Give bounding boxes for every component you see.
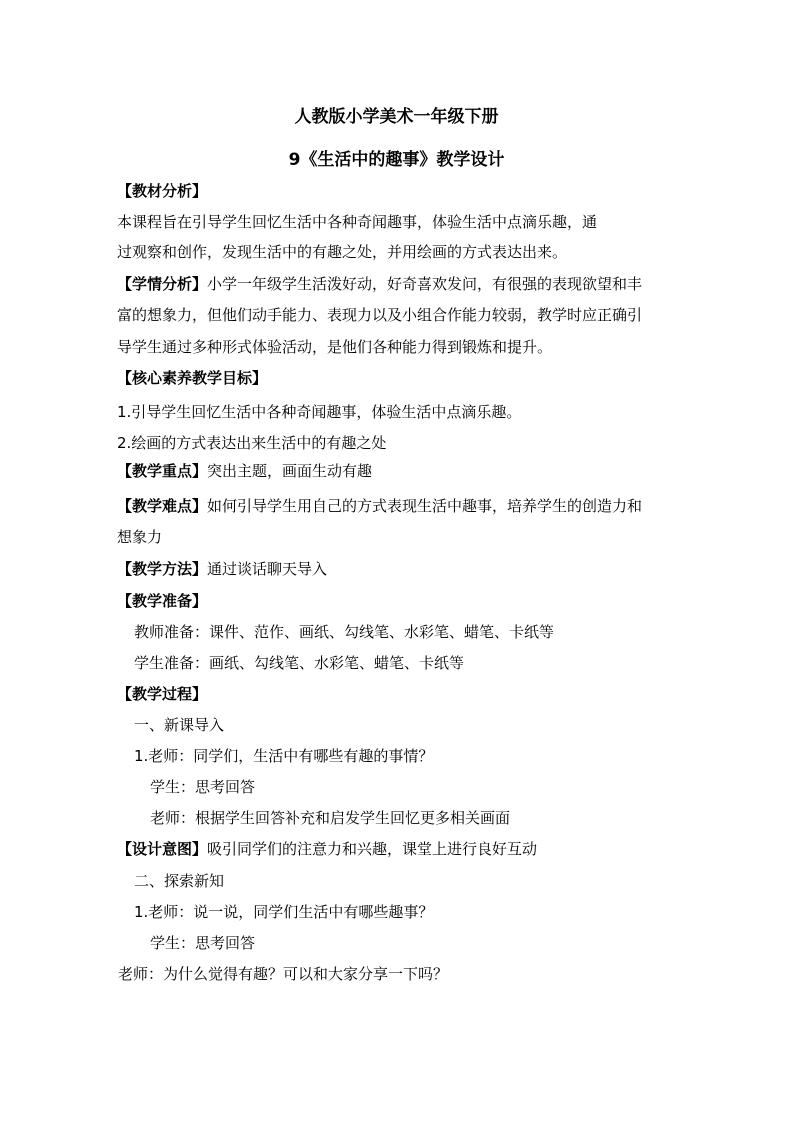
goals-heading: 【核心素养教学目标】: [117, 369, 268, 387]
learner-line-2: 富的想象力，但他们动手能力、表现力以及小组合作能力较弱，教学时应正确引: [117, 306, 643, 324]
key-point-row: [117, 461, 677, 481]
difficulty-row: [117, 496, 677, 516]
section-1-question: 1.老师：同学们，生活中有哪些有趣的事情？: [134, 747, 434, 765]
prep-student: 学生准备：画纸、勾线笔、水彩笔、蜡笔、卡纸等: [134, 654, 465, 672]
prep-heading: 【教学准备】: [117, 592, 208, 610]
material-line-1: 本课程旨在引导学生回忆生活中各种奇闻趣事，体验生活中点滴乐趣，通: [117, 213, 598, 231]
goal-item-2: 2.绘画的方式表达出来生活中的有趣之处: [117, 434, 387, 452]
section-2-question: 1.老师：说一说，同学们生活中有哪些趣事？: [134, 903, 434, 921]
section-2-student-answer: 学生：思考回答: [150, 934, 256, 952]
process-heading: 【教学过程】: [117, 685, 208, 703]
learner-paragraph-line-1: [117, 274, 677, 294]
method-text: 通过谈话聊天导入: [207, 560, 328, 578]
prep-teacher: 教师准备：课件、范作、画纸、勾线笔、水彩笔、蜡笔、卡纸等: [134, 623, 555, 641]
intent-heading: 【设计意图】: [117, 840, 208, 858]
section-1-student-answer: 学生：思考回答: [150, 778, 256, 796]
learner-line-3: 导学生通过多种形式体验活动，是他们各种能力得到锻炼和提升。: [117, 338, 553, 356]
method-heading: 【教学方法】: [117, 560, 208, 578]
key-point-text: 突出主题，画面生动有趣: [207, 462, 373, 480]
section-1-title: 一、新课导入: [134, 716, 225, 734]
intent-text: 吸引同学们的注意力和兴趣，课堂上进行良好互动: [207, 840, 538, 858]
learner-heading: 【学情分析】: [117, 275, 208, 293]
difficulty-line-2: 想象力: [117, 528, 163, 546]
material-heading: 【教材分析】: [117, 182, 208, 200]
material-line-2: 过观察和创作，发现生活中的有趣之处，并用绘画的方式表达出来。: [117, 243, 568, 261]
difficulty-line-1: 如何引导学生用自己的方式表现生活中趣事，培养学生的创造力和: [207, 497, 643, 515]
document-title: 人教版小学美术一年级下册: [294, 107, 499, 127]
section-2-teacher-question: 老师：为什么觉得有趣？可以和大家分享一下吗？: [118, 965, 449, 983]
key-point-heading: 【教学重点】: [117, 462, 208, 480]
lesson-title: 9《生活中的趣事》教学设计: [288, 150, 505, 170]
learner-line-1: 小学一年级学生活泼好动，好奇喜欢发问，有很强的表现欲望和丰: [207, 275, 643, 293]
method-row: [117, 559, 677, 579]
intent-row: [117, 839, 677, 859]
difficulty-heading: 【教学难点】: [117, 497, 208, 515]
section-2-title: 二、探索新知: [134, 872, 225, 890]
goal-item-1: 1.引导学生回忆生活中各种奇闻趣事，体验生活中点滴乐趣。: [117, 403, 522, 421]
section-1-teacher-response: 老师：根据学生回答补充和启发学生回忆更多相关画面: [150, 809, 511, 827]
